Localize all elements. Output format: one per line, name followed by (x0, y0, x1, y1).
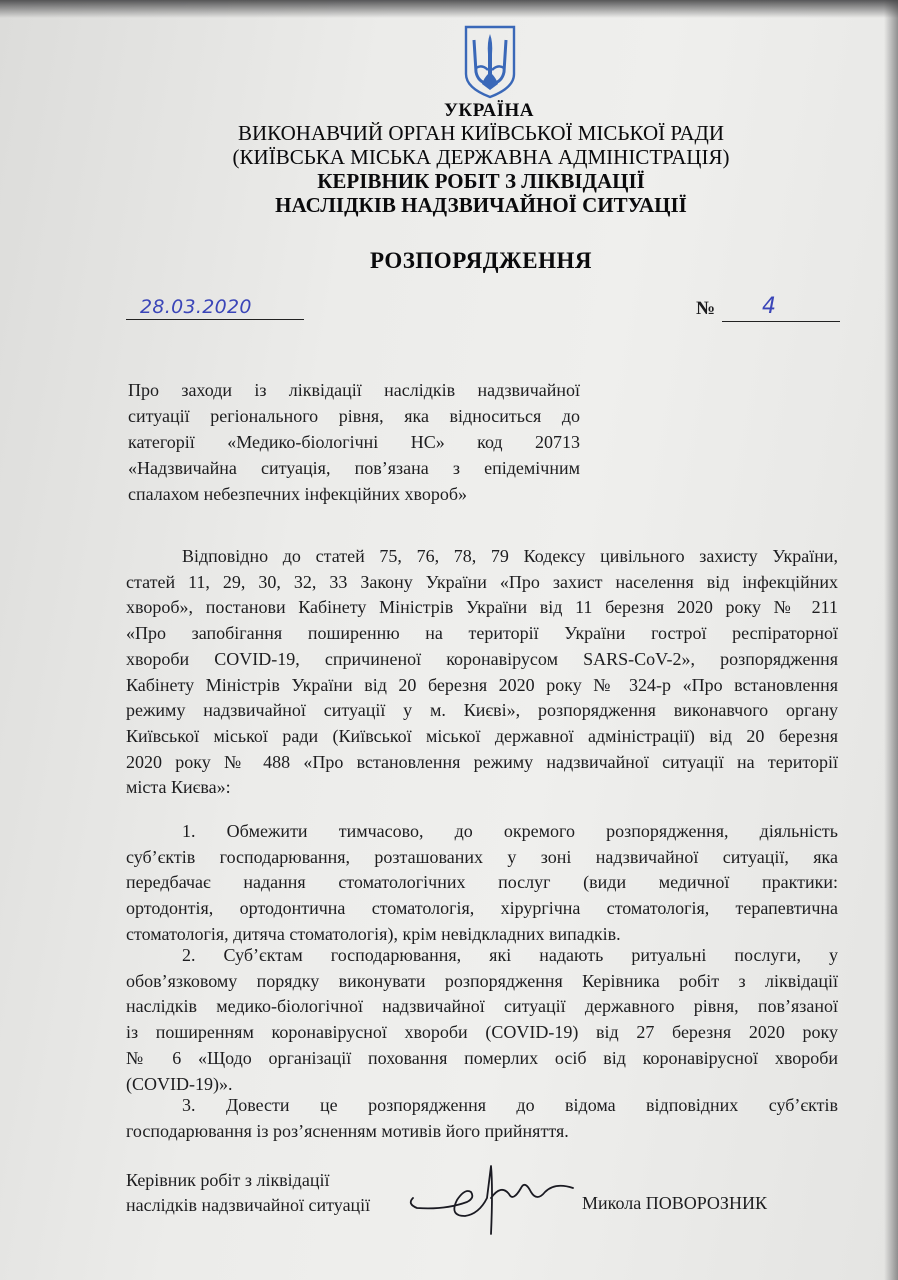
text-line: передбачає надання стоматологічних послуг (види медичної практики: (126, 872, 838, 893)
text-line: стоматологія, дитяча стоматологія), крім невідкладних випадків. (126, 923, 621, 944)
org-line-3: КЕРІВНИК РОБІТ З ЛІКВІДАЦІЇ (317, 169, 645, 193)
item-1-paragraph (126, 819, 838, 948)
country-name: УКРАЇНА (443, 100, 534, 121)
org-line-4: НАСЛІДКІВ НАДЗВИЧАЙНОЇ СИТУАЦІЇ (275, 193, 687, 217)
text-line: наслідків медико-біологічної надзвичайної ситуації державного рівня, пов’язаної (126, 996, 838, 1017)
date-underline (126, 319, 304, 320)
org-line-2: (КИЇВСЬКА МІСЬКА ДЕРЖАВНА АДМІНІСТРАЦІЯ) (232, 145, 730, 169)
number-underline (722, 321, 840, 322)
document-type: РОЗПОРЯДЖЕННЯ (369, 248, 593, 273)
text-line: «Про запобігання поширенню на території України гострої респіраторної (126, 623, 838, 644)
item-3-paragraph (126, 1093, 838, 1144)
text-line: ортодонтія, ортодонтична стоматологія, хірургічна стоматологія, терапевтична (126, 898, 838, 919)
text-line: (COVID-19)». (126, 1073, 233, 1094)
text-line: 2. Суб’єктам господарювання, які надають ритуальні послуги, у (182, 945, 838, 965)
text-line: суб’єктів господарювання, розташованих у зоні надзвичайної ситуації, яка (126, 846, 838, 867)
text-line: Київської міської ради (Київської міської державної адміністрації) від 20 березня (126, 725, 838, 746)
signatory-role (126, 1168, 370, 1218)
document-number: 4 (762, 294, 776, 319)
role-line: Керівник робіт з ліквідації (126, 1170, 330, 1190)
item-2-paragraph (126, 943, 838, 1097)
text-line: господарювання із роз’ясненням мотивів його прийняття. (126, 1120, 569, 1141)
scan-shadow-top (0, 0, 898, 18)
text-line: 1. Обмежити тимчасово, до окремого розпорядження, діяльність (182, 821, 838, 841)
text-line: 3. Довести це розпорядження до відома відповідних суб’єктів (182, 1095, 838, 1115)
subject-line: Про заходи із ліквідації наслідків надзвичайної (128, 380, 580, 400)
document-date: 28.03.2020 (140, 296, 252, 318)
text-line: Відповідно до статей 75, 76, 78, 79 Кодексу цивільного захисту України, (182, 546, 838, 566)
text-line: 2020 року № 488 «Про встановлення режиму надзвичайної ситуації на території (126, 751, 838, 772)
subject-line: спалахом небезпечних інфекційних хвороб» (128, 484, 468, 504)
org-line-1: ВИКОНАВЧИЙ ОРГАН КИЇВСЬКОЇ МІСЬКОЇ РАДИ (237, 121, 725, 145)
text-line: із поширенням коронавірусної хвороби (COVID-19) від 27 березня 2020 року (126, 1022, 838, 1043)
text-line: хвороб», постанови Кабінету Міністрів України від 11 березня 2020 року № 211 (126, 597, 838, 618)
text-line: міста Києва»: (126, 777, 231, 798)
text-line: хвороби COVID-19, спричиненої коронавірусом SARS-CoV-2», розпорядження (126, 648, 838, 669)
text-line: № 6 «Щодо організації поховання померлих осіб від коронавірусної хвороби (126, 1047, 838, 1068)
preamble-paragraph (126, 544, 838, 801)
signatory-name: Микола ПОВОРОЗНИК (582, 1193, 767, 1213)
text-line: обов’язковому порядку виконувати розпорядження Керівника робіт з ліквідації (126, 970, 838, 991)
text-line: статей 11, 29, 30, 32, 33 Закону України «Про захист населення від інфекційних (126, 571, 838, 592)
text-line: режиму надзвичайної ситуації у м. Києві», розпорядження виконавчого органу (126, 700, 838, 721)
handwritten-signature-icon (405, 1158, 580, 1236)
subject-line: «Надзвичайна ситуація, пов’язана з епідемічним (128, 458, 580, 478)
number-sign: № (696, 298, 716, 319)
trident-emblem-icon (462, 24, 518, 100)
text-line: Кабінету Міністрів України від 20 березня 2020 року № 324-р «Про встановлення (126, 674, 838, 695)
subject-line: категорії «Медико-біологічні НС» код 20713 (128, 432, 580, 452)
subject-line: ситуації регіонального рівня, яка відноситься до (128, 406, 580, 426)
role-line: наслідків надзвичайної ситуації (126, 1195, 371, 1215)
document-subject (128, 377, 580, 507)
